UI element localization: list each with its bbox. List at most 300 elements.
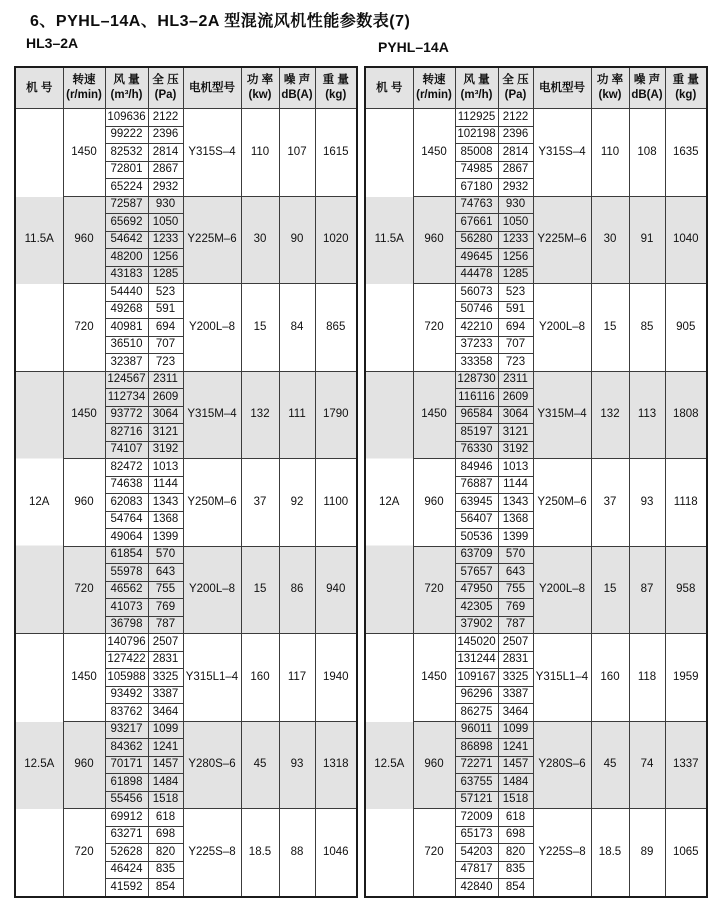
- col-header-line1: 风 量: [113, 74, 140, 87]
- pressure-cell: 1343: [148, 494, 183, 512]
- pressure-cell: 3325: [148, 669, 183, 687]
- pressure-cell: 2122: [148, 109, 183, 127]
- flow-cell: 84946: [455, 459, 498, 477]
- table-row: [15, 284, 357, 302]
- noise-cell: 111: [279, 371, 315, 459]
- table-row: [15, 371, 357, 389]
- flow-cell: 63945: [455, 494, 498, 512]
- flow-cell: 56073: [455, 284, 498, 302]
- pressure-cell: 1144: [498, 476, 533, 494]
- flow-cell: 61854: [105, 546, 148, 564]
- speed-cell: 1450: [413, 109, 455, 197]
- pressure-cell: 2396: [498, 126, 533, 144]
- flow-cell: 50746: [455, 301, 498, 319]
- flow-cell: 76330: [455, 441, 498, 459]
- flow-cell: 49268: [105, 301, 148, 319]
- pressure-cell: 707: [148, 336, 183, 354]
- noise-cell: 93: [279, 721, 315, 809]
- flow-cell: 46424: [105, 861, 148, 879]
- flow-cell: 67180: [455, 179, 498, 197]
- speed-cell: 1450: [413, 371, 455, 459]
- pressure-cell: 591: [148, 301, 183, 319]
- pressure-cell: 769: [498, 599, 533, 617]
- pressure-cell: 1099: [498, 721, 533, 739]
- pressure-cell: 1368: [148, 511, 183, 529]
- flow-cell: 99222: [105, 126, 148, 144]
- noise-cell: 92: [279, 459, 315, 547]
- flow-cell: 36510: [105, 336, 148, 354]
- noise-cell: 84: [279, 284, 315, 372]
- noise-cell: 88: [279, 809, 315, 897]
- col-header-6: [629, 67, 665, 109]
- speed-cell: 960: [413, 459, 455, 547]
- col-header-line1: 全 压: [152, 74, 179, 87]
- speed-cell: 720: [413, 284, 455, 372]
- pressure-cell: 835: [498, 861, 533, 879]
- pressure-cell: 698: [148, 826, 183, 844]
- flow-cell: 46562: [105, 581, 148, 599]
- pressure-cell: 2122: [498, 109, 533, 127]
- pressure-cell: 723: [498, 354, 533, 372]
- machine-cell: 12A: [365, 371, 413, 634]
- motor-cell: Y200L–8: [533, 546, 591, 634]
- noise-cell: 107: [279, 109, 315, 197]
- pressure-cell: 3121: [148, 424, 183, 442]
- flow-cell: 65692: [105, 214, 148, 232]
- speed-cell: 1450: [63, 634, 105, 722]
- motor-cell: Y200L–8: [183, 546, 241, 634]
- fan-performance-table: [364, 66, 708, 898]
- pressure-cell: 698: [498, 826, 533, 844]
- power-cell: 45: [591, 721, 629, 809]
- pressure-cell: 787: [498, 616, 533, 634]
- machine-cell: 12.5A: [15, 634, 63, 897]
- pressure-cell: 2507: [148, 634, 183, 652]
- pressure-cell: 3387: [498, 686, 533, 704]
- flow-cell: 47817: [455, 861, 498, 879]
- pressure-cell: 930: [148, 196, 183, 214]
- flow-cell: 40981: [105, 319, 148, 337]
- col-header-line1: 重 量: [672, 74, 699, 87]
- pressure-cell: 1457: [148, 756, 183, 774]
- table-row: [15, 634, 357, 652]
- col-header-5: [591, 67, 629, 109]
- col-header-line2: (kg): [675, 89, 697, 101]
- noise-cell: 118: [629, 634, 665, 722]
- col-header-line1: 转速: [422, 74, 446, 87]
- weight-cell: 1020: [315, 196, 357, 284]
- flow-cell: 72009: [455, 809, 498, 827]
- pressure-cell: 2311: [498, 371, 533, 389]
- speed-cell: 720: [63, 284, 105, 372]
- pressure-cell: 787: [148, 616, 183, 634]
- pressure-cell: 570: [498, 546, 533, 564]
- col-header-line2: (r/min): [66, 89, 102, 101]
- machine-cell: 12A: [15, 371, 63, 634]
- pressure-cell: 755: [148, 581, 183, 599]
- power-cell: 37: [591, 459, 629, 547]
- pressure-cell: 523: [148, 284, 183, 302]
- weight-cell: 1940: [315, 634, 357, 722]
- flow-cell: 96584: [455, 406, 498, 424]
- col-header-line1: 机 号: [26, 81, 53, 94]
- flow-cell: 61898: [105, 774, 148, 792]
- pressure-cell: 3192: [148, 441, 183, 459]
- weight-cell: 1318: [315, 721, 357, 809]
- power-cell: 18.5: [241, 809, 279, 897]
- col-header-3: [498, 67, 533, 109]
- pressure-cell: 1399: [498, 529, 533, 547]
- power-cell: 110: [591, 109, 629, 197]
- col-header-5: [241, 67, 279, 109]
- col-header-line2: (r/min): [416, 89, 452, 101]
- col-header-line1: 机 号: [376, 81, 403, 94]
- speed-cell: 960: [63, 196, 105, 284]
- flow-cell: 124567: [105, 371, 148, 389]
- flow-cell: 43183: [105, 266, 148, 284]
- power-cell: 110: [241, 109, 279, 197]
- col-header-0: [365, 67, 413, 109]
- motor-cell: Y250M–6: [533, 459, 591, 547]
- col-header-line1: 全 压: [502, 74, 529, 87]
- machine-cell: 11.5A: [365, 109, 413, 372]
- pressure-cell: 1285: [498, 266, 533, 284]
- col-header-line1: 电机型号: [539, 81, 585, 94]
- power-cell: 160: [241, 634, 279, 722]
- pressure-cell: 835: [148, 861, 183, 879]
- pressure-cell: 1050: [498, 214, 533, 232]
- speed-cell: 1450: [63, 109, 105, 197]
- weight-cell: 1615: [315, 109, 357, 197]
- page-title: 6、PYHL–14A、HL3–2A 型混流风机性能参数表(7): [30, 13, 411, 30]
- noise-cell: 90: [279, 196, 315, 284]
- col-header-line2: (kg): [325, 89, 347, 101]
- flow-cell: 109636: [105, 109, 148, 127]
- table-row: [15, 721, 357, 739]
- flow-cell: 74638: [105, 476, 148, 494]
- pressure-cell: 2932: [498, 179, 533, 197]
- pressure-cell: 3121: [498, 424, 533, 442]
- flow-cell: 63755: [455, 774, 498, 792]
- pressure-cell: 591: [498, 301, 533, 319]
- flow-cell: 96296: [455, 686, 498, 704]
- flow-cell: 131244: [455, 651, 498, 669]
- flow-cell: 85197: [455, 424, 498, 442]
- motor-cell: Y280S–6: [183, 721, 241, 809]
- speed-cell: 1450: [413, 634, 455, 722]
- flow-cell: 63271: [105, 826, 148, 844]
- motor-cell: Y315L1–4: [183, 634, 241, 722]
- pressure-cell: 1233: [498, 231, 533, 249]
- pressure-cell: 769: [148, 599, 183, 617]
- noise-cell: 87: [629, 546, 665, 634]
- col-header-line1: 功 率: [596, 74, 624, 87]
- pressure-cell: 820: [498, 844, 533, 862]
- pressure-cell: 643: [148, 564, 183, 582]
- flow-cell: 74985: [455, 161, 498, 179]
- weight-cell: 905: [665, 284, 707, 372]
- power-cell: 45: [241, 721, 279, 809]
- weight-cell: 958: [665, 546, 707, 634]
- motor-cell: Y315S–4: [533, 109, 591, 197]
- pyhl-14a-table: [364, 66, 708, 898]
- pressure-cell: 3464: [148, 704, 183, 722]
- col-header-line2: dB(A): [281, 89, 313, 101]
- flow-cell: 70171: [105, 756, 148, 774]
- flow-cell: 42305: [455, 599, 498, 617]
- flow-cell: 57121: [455, 791, 498, 809]
- speed-cell: 960: [413, 196, 455, 284]
- header-row: [365, 67, 707, 109]
- pressure-cell: 1368: [498, 511, 533, 529]
- weight-cell: 1808: [665, 371, 707, 459]
- col-header-line2: (m³/h): [460, 89, 493, 101]
- flow-cell: 36798: [105, 616, 148, 634]
- table-row: [15, 459, 357, 477]
- power-cell: 132: [591, 371, 629, 459]
- flow-cell: 112925: [455, 109, 498, 127]
- machine-cell: 12.5A: [365, 634, 413, 897]
- flow-cell: 128730: [455, 371, 498, 389]
- pressure-cell: 854: [148, 879, 183, 897]
- pressure-cell: 1518: [148, 791, 183, 809]
- table-row: [15, 196, 357, 214]
- motor-cell: Y315L1–4: [533, 634, 591, 722]
- pressure-cell: 2831: [498, 651, 533, 669]
- pressure-cell: 2311: [148, 371, 183, 389]
- flow-cell: 145020: [455, 634, 498, 652]
- speed-cell: 960: [63, 721, 105, 809]
- flow-cell: 37233: [455, 336, 498, 354]
- col-header-4: [533, 67, 591, 109]
- table-row: [365, 634, 707, 652]
- pressure-cell: 723: [148, 354, 183, 372]
- flow-cell: 140796: [105, 634, 148, 652]
- noise-cell: 91: [629, 196, 665, 284]
- flow-cell: 42840: [455, 879, 498, 897]
- table-row: [15, 546, 357, 564]
- flow-cell: 54440: [105, 284, 148, 302]
- pressure-cell: 1256: [498, 249, 533, 267]
- pressure-cell: 2867: [498, 161, 533, 179]
- pressure-cell: 2814: [498, 144, 533, 162]
- pressure-cell: 1013: [498, 459, 533, 477]
- col-header-line2: (kw): [598, 89, 622, 101]
- flow-cell: 65173: [455, 826, 498, 844]
- weight-cell: 1100: [315, 459, 357, 547]
- motor-cell: Y225S–8: [183, 809, 241, 897]
- pressure-cell: 2867: [148, 161, 183, 179]
- weight-cell: 1065: [665, 809, 707, 897]
- flow-cell: 52628: [105, 844, 148, 862]
- power-cell: 15: [241, 284, 279, 372]
- flow-cell: 56407: [455, 511, 498, 529]
- col-header-line2: (Pa): [154, 89, 177, 101]
- pressure-cell: 1285: [148, 266, 183, 284]
- pressure-cell: 2396: [148, 126, 183, 144]
- col-header-2: [105, 67, 148, 109]
- flow-cell: 49064: [105, 529, 148, 547]
- flow-cell: 96011: [455, 721, 498, 739]
- motor-cell: Y200L–8: [533, 284, 591, 372]
- col-header-6: [279, 67, 315, 109]
- power-cell: 30: [241, 196, 279, 284]
- pressure-cell: 1050: [148, 214, 183, 232]
- flow-cell: 65224: [105, 179, 148, 197]
- col-header-line1: 噪 声: [633, 74, 661, 87]
- flow-cell: 82716: [105, 424, 148, 442]
- motor-cell: Y315M–4: [533, 371, 591, 459]
- flow-cell: 50536: [455, 529, 498, 547]
- power-cell: 30: [591, 196, 629, 284]
- col-header-line2: dB(A): [631, 89, 663, 101]
- pressure-cell: 1013: [148, 459, 183, 477]
- weight-cell: 865: [315, 284, 357, 372]
- pressure-cell: 1484: [148, 774, 183, 792]
- power-cell: 18.5: [591, 809, 629, 897]
- speed-cell: 720: [63, 546, 105, 634]
- motor-cell: Y280S–6: [533, 721, 591, 809]
- col-header-line1: 风 量: [463, 74, 490, 87]
- flow-cell: 67661: [455, 214, 498, 232]
- speed-cell: 1450: [63, 371, 105, 459]
- flow-cell: 116116: [455, 389, 498, 407]
- noise-cell: 113: [629, 371, 665, 459]
- col-header-line1: 功 率: [246, 74, 274, 87]
- table-row: [365, 284, 707, 302]
- flow-cell: 83762: [105, 704, 148, 722]
- weight-cell: 940: [315, 546, 357, 634]
- col-header-line1: 转速: [72, 74, 96, 87]
- motor-cell: Y315S–4: [183, 109, 241, 197]
- noise-cell: 86: [279, 546, 315, 634]
- weight-cell: 1635: [665, 109, 707, 197]
- noise-cell: 89: [629, 809, 665, 897]
- pressure-cell: 930: [498, 196, 533, 214]
- pressure-cell: 2932: [148, 179, 183, 197]
- header-row: [15, 67, 357, 109]
- flow-cell: 32387: [105, 354, 148, 372]
- flow-cell: 41592: [105, 879, 148, 897]
- flow-cell: 93492: [105, 686, 148, 704]
- noise-cell: 74: [629, 721, 665, 809]
- col-header-line2: (Pa): [504, 89, 527, 101]
- pressure-cell: 1241: [498, 739, 533, 757]
- power-cell: 15: [591, 284, 629, 372]
- flow-cell: 84362: [105, 739, 148, 757]
- pressure-cell: 3464: [498, 704, 533, 722]
- weight-cell: 1046: [315, 809, 357, 897]
- flow-cell: 82532: [105, 144, 148, 162]
- flow-cell: 74107: [105, 441, 148, 459]
- pressure-cell: 2814: [148, 144, 183, 162]
- pressure-cell: 2507: [498, 634, 533, 652]
- pressure-cell: 1484: [498, 774, 533, 792]
- pressure-cell: 570: [148, 546, 183, 564]
- flow-cell: 105988: [105, 669, 148, 687]
- pressure-cell: 3192: [498, 441, 533, 459]
- table-label-hl3-2a: HL3–2A: [26, 35, 79, 51]
- flow-cell: 54642: [105, 231, 148, 249]
- speed-cell: 960: [63, 459, 105, 547]
- flow-cell: 54764: [105, 511, 148, 529]
- table-row: [365, 809, 707, 827]
- noise-cell: 93: [629, 459, 665, 547]
- pressure-cell: 3325: [498, 669, 533, 687]
- flow-cell: 63709: [455, 546, 498, 564]
- noise-cell: 108: [629, 109, 665, 197]
- speed-cell: 720: [63, 809, 105, 897]
- table-row: [365, 459, 707, 477]
- pressure-cell: 2609: [148, 389, 183, 407]
- flow-cell: 33358: [455, 354, 498, 372]
- table-row: [15, 809, 357, 827]
- motor-cell: Y225S–8: [533, 809, 591, 897]
- table-header: [365, 67, 707, 109]
- table-body: [15, 109, 357, 897]
- table-body: [365, 109, 707, 897]
- speed-cell: 720: [413, 809, 455, 897]
- flow-cell: 82472: [105, 459, 148, 477]
- pressure-cell: 694: [498, 319, 533, 337]
- pressure-cell: 755: [498, 581, 533, 599]
- noise-cell: 85: [629, 284, 665, 372]
- flow-cell: 127422: [105, 651, 148, 669]
- col-header-2: [455, 67, 498, 109]
- motor-cell: Y225M–6: [533, 196, 591, 284]
- flow-cell: 109167: [455, 669, 498, 687]
- col-header-line2: (kw): [248, 89, 272, 101]
- flow-cell: 44478: [455, 266, 498, 284]
- pressure-cell: 643: [498, 564, 533, 582]
- motor-cell: Y315M–4: [183, 371, 241, 459]
- hl3-2a-table: [14, 66, 358, 898]
- col-header-3: [148, 67, 183, 109]
- table-header: [15, 67, 357, 109]
- flow-cell: 42210: [455, 319, 498, 337]
- flow-cell: 55978: [105, 564, 148, 582]
- pressure-cell: 1457: [498, 756, 533, 774]
- col-header-line1: 电机型号: [189, 81, 235, 94]
- flow-cell: 86898: [455, 739, 498, 757]
- flow-cell: 102198: [455, 126, 498, 144]
- pressure-cell: 3064: [148, 406, 183, 424]
- pressure-cell: 1518: [498, 791, 533, 809]
- speed-cell: 720: [413, 546, 455, 634]
- motor-cell: Y225M–6: [183, 196, 241, 284]
- noise-cell: 117: [279, 634, 315, 722]
- power-cell: 132: [241, 371, 279, 459]
- motor-cell: Y250M–6: [183, 459, 241, 547]
- pressure-cell: 523: [498, 284, 533, 302]
- pressure-cell: 1144: [148, 476, 183, 494]
- table-row: [365, 109, 707, 127]
- pressure-cell: 2609: [498, 389, 533, 407]
- flow-cell: 48200: [105, 249, 148, 267]
- col-header-0: [15, 67, 63, 109]
- flow-cell: 86275: [455, 704, 498, 722]
- power-cell: 160: [591, 634, 629, 722]
- pressure-cell: 3387: [148, 686, 183, 704]
- pressure-cell: 707: [498, 336, 533, 354]
- fan-performance-table: [14, 66, 358, 898]
- weight-cell: 1790: [315, 371, 357, 459]
- flow-cell: 112734: [105, 389, 148, 407]
- flow-cell: 37902: [455, 616, 498, 634]
- flow-cell: 57657: [455, 564, 498, 582]
- flow-cell: 93772: [105, 406, 148, 424]
- col-header-7: [315, 67, 357, 109]
